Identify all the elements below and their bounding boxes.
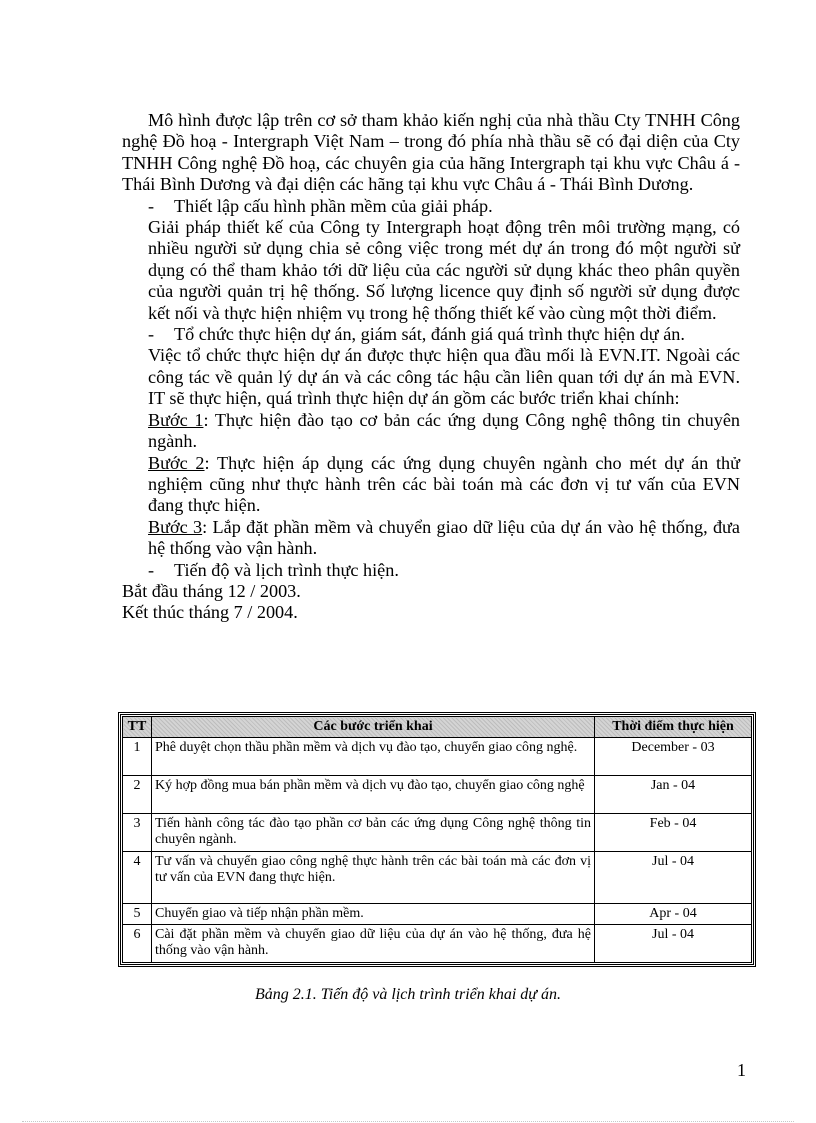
row-step: Phê duyệt chọn thầu phần mềm và dịch vụ đào tạo, chuyển giao công nghệ. bbox=[152, 738, 595, 776]
header-time: Thời điểm thực hiện bbox=[595, 717, 752, 738]
body-text bbox=[122, 110, 740, 624]
row-step: Ký hợp đồng mua bán phần mềm và dịch vụ đào tạo, chuyển giao công nghệ bbox=[152, 776, 595, 814]
row-number: 6 bbox=[123, 925, 152, 963]
row-time: Jul - 04 bbox=[595, 925, 752, 963]
row-number: 1 bbox=[123, 738, 152, 776]
row-step: Tư vấn và chuyển giao công nghệ thực hành trên các bài toán mà các đơn vị tư vấn của EVN đang thực hiện. bbox=[152, 852, 595, 904]
organization-paragraph: Việc tổ chức thực hiện dự án được thực hiện qua đầu mối là EVN.IT. Ngoài các công tác về quản lý dự án và các công tác hậu cần liên quan tới dự án mà EVN. IT sẽ thực hiện, quá trình thực hiện dự án gồm các bước triển khai chính: bbox=[148, 345, 740, 409]
table-row bbox=[123, 776, 752, 814]
solution-paragraph: Giải pháp thiết kế của Công ty Intergraph hoạt động trên môi trường mạng, có nhiều người sử dụng chia sẻ công việc trong mét dự án trong đó một người sử dụng có thể tham khảo tới dữ liệu của các người sử dụng khác theo phân quyền của người quản trị hệ thống. Số lượng licence quy định số người sử dụng được kết nối và thực hiện nhiệm vụ trong hệ thống thiết kế vào cùng một thời điểm. bbox=[148, 217, 740, 323]
step-2: Bước 2: Thực hiện áp dụng các ứng dụng chuyên ngành cho mét dự án thử nghiệm cũng như thực hành trên các bài toán mà các đơn vị tư vấn của EVN đang thực hiện. bbox=[148, 452, 740, 516]
step-1: Bước 1: Thực hiện đào tạo cơ bản các ứng dụng Công nghệ thông tin chuyên ngành. bbox=[148, 409, 740, 452]
header-tt: TT bbox=[123, 717, 152, 738]
start-date: Bắt đầu tháng 12 / 2003. bbox=[122, 580, 301, 601]
row-step: Cài đặt phần mềm và chuyển giao dữ liệu của dự án vào hệ thống, đưa hệ thống vào vận hành. bbox=[152, 925, 595, 963]
row-number: 4 bbox=[123, 852, 152, 904]
header-steps: Các bước triển khai bbox=[152, 717, 595, 738]
bullet-schedule: - Tiến độ và lịch trình thực hiện. bbox=[148, 559, 399, 580]
row-time: Apr - 04 bbox=[595, 904, 752, 925]
page-number: 1 bbox=[737, 1060, 746, 1080]
table-row bbox=[123, 925, 752, 963]
row-time: December - 03 bbox=[595, 738, 752, 776]
row-time: Feb - 04 bbox=[595, 814, 752, 852]
table-row bbox=[123, 738, 752, 776]
row-step: Chuyển giao và tiếp nhận phần mềm. bbox=[152, 904, 595, 925]
table-caption: Bảng 2.1. Tiến độ và lịch trình triển khai dự án. bbox=[254, 986, 562, 1003]
table-row bbox=[123, 852, 752, 904]
row-step: Tiến hành công tác đào tạo phần cơ bản các ứng dụng Công nghệ thông tin chuyên ngành. bbox=[152, 814, 595, 852]
table-row bbox=[123, 904, 752, 925]
page-bottom-rule bbox=[22, 1121, 794, 1122]
row-number: 5 bbox=[123, 904, 152, 925]
table-header-row bbox=[123, 717, 752, 738]
row-number: 2 bbox=[123, 776, 152, 814]
table-row bbox=[123, 814, 752, 852]
row-number: 3 bbox=[123, 814, 152, 852]
row-time: Jul - 04 bbox=[595, 852, 752, 904]
step-3: Bước 3: Lắp đặt phần mềm và chuyển giao dữ liệu của dự án vào hệ thống, đưa hệ thống vào vận hành. bbox=[148, 516, 740, 559]
row-time: Jan - 04 bbox=[595, 776, 752, 814]
schedule-table-frame bbox=[118, 712, 756, 967]
intro-paragraph: Mô hình được lập trên cơ sở tham khảo kiến nghị của nhà thầu Cty TNHH Công nghệ Đồ hoạ - Intergraph Việt Nam – trong đó phía nhà thầu sẽ có đại diện của Cty TNHH Công nghệ Đồ hoạ, các chuyên gia của hãng Intergraph tại khu vực Châu á - Thái Bình Dương và đại diện các hãng tại khu vực Châu á - Thái Bình Dương. bbox=[122, 110, 740, 195]
bullet-software-config: - Thiết lập cấu hình phần mềm của giải pháp. bbox=[148, 195, 493, 216]
end-date: Kết thúc tháng 7 / 2004. bbox=[122, 602, 298, 623]
schedule-table bbox=[122, 716, 752, 963]
bullet-organization: - Tổ chức thực hiện dự án, giám sát, đánh giá quá trình thực hiện dự án. bbox=[148, 324, 685, 345]
